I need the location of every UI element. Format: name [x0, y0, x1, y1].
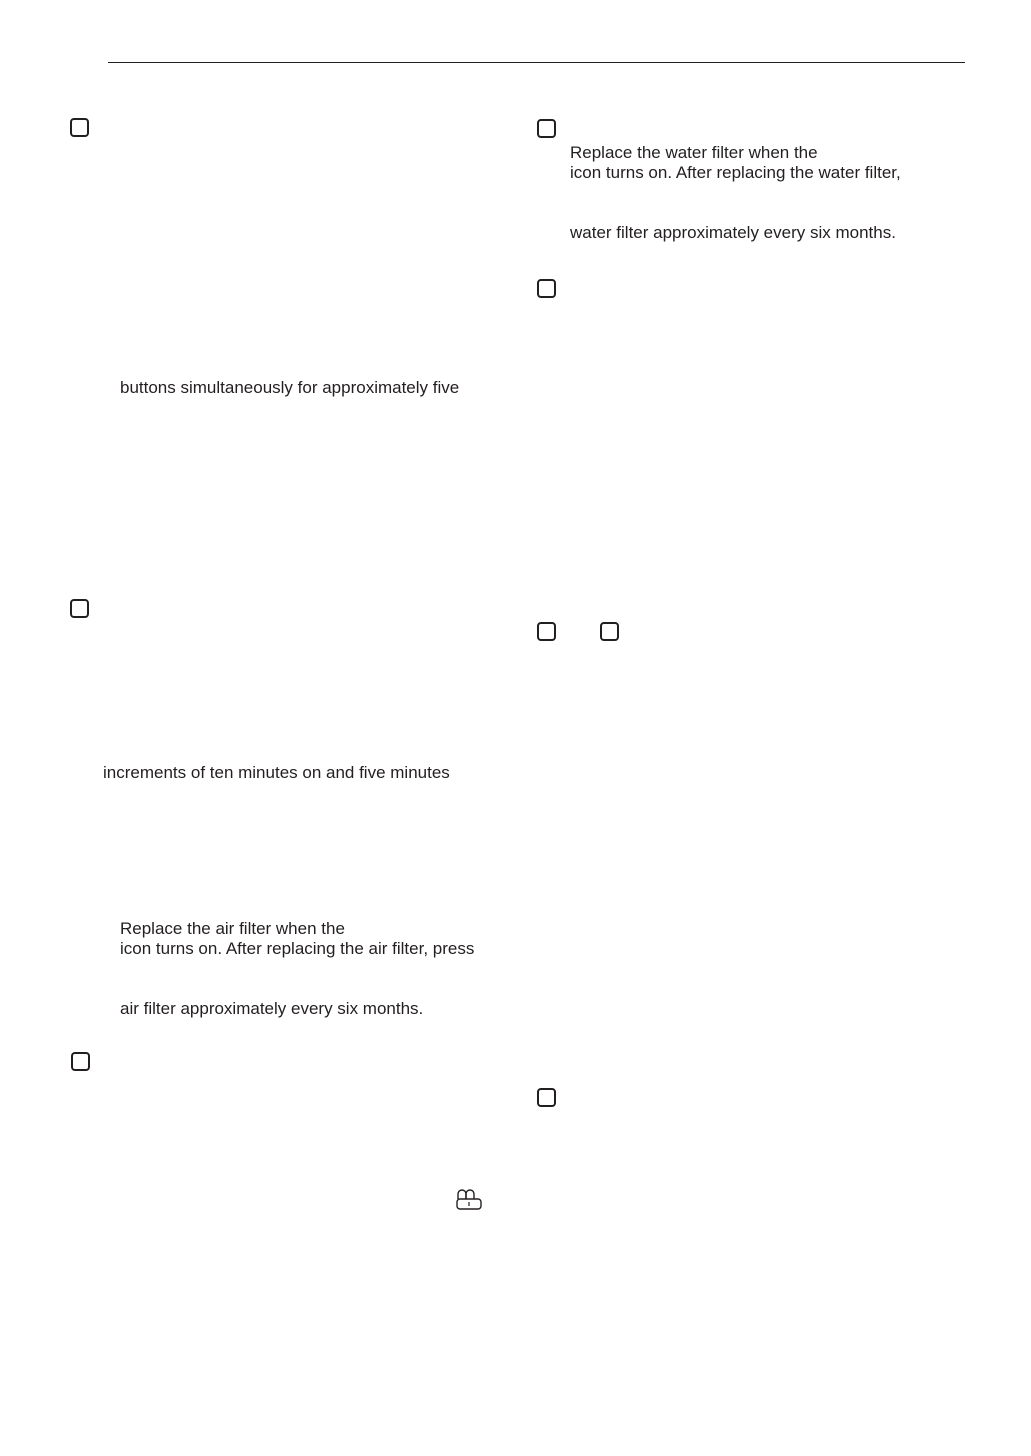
air-filter-line-3: air filter approximately every six months. — [120, 999, 424, 1018]
checkbox-square-icon — [71, 1052, 90, 1071]
water-filter-line-3: water filter approximately every six months. — [570, 223, 896, 242]
increments-text: increments of ten minutes on and five minutes — [103, 763, 450, 782]
checkbox-square-icon — [537, 1088, 556, 1107]
water-filter-line-2: icon turns on. After replacing the water filter, — [570, 163, 901, 182]
checkbox-square-icon — [70, 118, 89, 137]
checkbox-square-icon — [537, 279, 556, 298]
checkbox-square-icon — [537, 119, 556, 138]
checkbox-square-icon — [70, 599, 89, 618]
lock-icon — [453, 1186, 483, 1212]
air-filter-line-2: icon turns on. After replacing the air filter, press — [120, 939, 475, 958]
buttons-instruction-text: buttons simultaneously for approximately five — [120, 378, 460, 397]
checkbox-square-icon — [537, 622, 556, 641]
header-rule — [108, 62, 965, 63]
checkbox-square-icon — [600, 622, 619, 641]
water-filter-line-1: Replace the water filter when the — [570, 143, 818, 162]
air-filter-line-1: Replace the air filter when the — [120, 919, 345, 938]
